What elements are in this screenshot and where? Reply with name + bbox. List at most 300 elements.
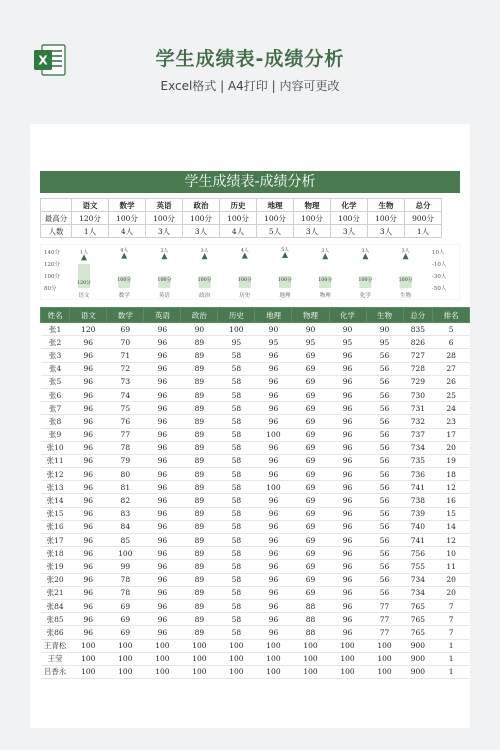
score-cell: 58	[218, 454, 255, 467]
score-cell: 96	[70, 375, 107, 388]
summary-cell: 最高分	[41, 212, 72, 225]
table-row	[41, 336, 470, 349]
score-cell: 58	[218, 626, 255, 639]
score-cell: 70	[107, 336, 144, 349]
score-cell: 96	[70, 626, 107, 639]
score-cell: 77	[366, 626, 403, 639]
count-label: 3人	[200, 249, 209, 255]
student-name-cell: 张85	[41, 613, 70, 626]
score-cell: 100	[366, 652, 403, 665]
column-header: 政治	[181, 308, 218, 323]
table-row	[41, 402, 470, 415]
student-name-cell: 张6	[41, 388, 70, 401]
left-tick-label: 100分	[44, 274, 60, 280]
score-cell: 96	[70, 415, 107, 428]
score-cell: 95	[292, 336, 329, 349]
bar-label: 100分	[157, 278, 172, 283]
page-subtitle: Excel格式 | A4打印 | 内容可更改	[160, 79, 340, 93]
score-cell: 96	[144, 468, 181, 481]
score-cell: 56	[366, 520, 403, 533]
table-row	[41, 639, 470, 652]
score-cell: 82	[107, 494, 144, 507]
count-label: 3人	[321, 249, 330, 255]
bar-label: 100分	[237, 278, 252, 283]
score-cell: 1	[433, 665, 470, 678]
score-cell: 741	[403, 481, 433, 494]
score-cell: 69	[292, 534, 329, 547]
score-cell: 96	[329, 402, 366, 415]
score-cell: 100	[218, 639, 255, 652]
score-cell: 756	[403, 547, 433, 560]
table-row	[41, 323, 470, 336]
score-cell: 96	[329, 415, 366, 428]
score-cell: 89	[181, 349, 218, 362]
bar-label: 100分	[398, 278, 413, 283]
score-cell: 90	[181, 323, 218, 336]
score-chart	[40, 244, 460, 300]
score-cell: 731	[403, 402, 433, 415]
score-cell: 84	[107, 520, 144, 533]
sheet-banner: 学生成绩表-成绩分析	[40, 171, 460, 193]
student-name-cell: 张9	[41, 428, 70, 441]
score-cell: 78	[107, 573, 144, 586]
score-cell: 100	[366, 639, 403, 652]
score-cell: 96	[144, 415, 181, 428]
score-cell: 96	[329, 388, 366, 401]
table-row	[41, 520, 470, 533]
score-cell: 56	[366, 362, 403, 375]
score-cell: 56	[366, 586, 403, 599]
score-cell: 96	[329, 454, 366, 467]
score-cell: 96	[144, 402, 181, 415]
score-cell: 96	[70, 573, 107, 586]
student-name-cell: 张21	[41, 586, 70, 599]
student-name-cell: 张20	[41, 573, 70, 586]
category-label: 政治	[199, 293, 211, 299]
table-row	[41, 586, 470, 599]
summary-cell: 100分	[183, 212, 220, 225]
table-row	[41, 626, 470, 639]
category-label: 物理	[319, 293, 331, 299]
score-cell: 19	[433, 454, 470, 467]
score-cell: 96	[144, 599, 181, 612]
table-row	[41, 560, 470, 573]
score-cell: 100	[366, 665, 403, 678]
score-cell: 96	[255, 468, 292, 481]
score-cell: 100	[144, 639, 181, 652]
score-cell: 96	[144, 494, 181, 507]
left-tick-label: 120分	[44, 262, 60, 268]
score-cell: 96	[144, 560, 181, 573]
score-cell: 89	[181, 613, 218, 626]
column-header: 化学	[329, 308, 366, 323]
score-cell: 69	[292, 560, 329, 573]
table-row	[41, 468, 470, 481]
score-cell: 69	[292, 402, 329, 415]
score-cell: 99	[107, 560, 144, 573]
score-cell: 900	[403, 665, 433, 678]
score-cell: 72	[107, 362, 144, 375]
summary-cell: 100分	[146, 212, 183, 225]
score-cell: 58	[218, 468, 255, 481]
table-row	[41, 454, 470, 467]
score-cell: 69	[292, 428, 329, 441]
score-cell: 16	[433, 494, 470, 507]
score-cell: 96	[144, 520, 181, 533]
column-header: 物理	[292, 308, 329, 323]
score-cell: 69	[292, 441, 329, 454]
score-cell: 96	[70, 468, 107, 481]
score-table	[40, 307, 470, 679]
score-cell: 96	[255, 388, 292, 401]
score-cell: 96	[329, 441, 366, 454]
summary-cell: 5人	[257, 225, 294, 238]
student-name-cell: 张16	[41, 520, 70, 533]
score-cell: 100	[181, 652, 218, 665]
score-cell: 96	[255, 362, 292, 375]
score-cell: 26	[433, 375, 470, 388]
score-cell: 95	[366, 336, 403, 349]
score-cell: 89	[181, 481, 218, 494]
score-cell: 100	[70, 639, 107, 652]
summary-cell: 3人	[368, 225, 405, 238]
score-cell: 56	[366, 481, 403, 494]
score-cell: 56	[366, 468, 403, 481]
score-cell: 69	[292, 586, 329, 599]
score-cell: 96	[255, 402, 292, 415]
student-name-cell: 张84	[41, 599, 70, 612]
score-cell: 96	[255, 375, 292, 388]
student-name-cell: 张8	[41, 415, 70, 428]
score-cell: 100	[255, 481, 292, 494]
score-cell: 96	[329, 534, 366, 547]
score-cell: 56	[366, 454, 403, 467]
summary-cell: 3人	[146, 225, 183, 238]
score-cell: 75	[107, 402, 144, 415]
count-label: 3人	[361, 249, 370, 255]
page-header	[0, 0, 500, 120]
score-cell: 96	[329, 547, 366, 560]
summary-cell: 1人	[405, 225, 442, 238]
score-cell: 100	[70, 665, 107, 678]
right-tick-label: -10人	[432, 262, 447, 268]
score-cell: 89	[181, 415, 218, 428]
score-cell: 17	[433, 428, 470, 441]
score-cell: 69	[292, 375, 329, 388]
summary-cell: 100分	[220, 212, 257, 225]
score-cell: 89	[181, 507, 218, 520]
bar-label: 100分	[278, 278, 292, 283]
score-cell: 736	[403, 468, 433, 481]
table-row	[41, 349, 470, 362]
score-cell: 727	[403, 349, 433, 362]
student-name-cell: 张14	[41, 494, 70, 507]
score-cell: 58	[218, 613, 255, 626]
score-cell: 1	[433, 639, 470, 652]
score-cell: 100	[329, 665, 366, 678]
score-cell: 90	[292, 323, 329, 336]
score-cell: 89	[181, 362, 218, 375]
summary-cell: 人数	[41, 225, 72, 238]
score-cell: 96	[329, 468, 366, 481]
score-cell: 96	[70, 362, 107, 375]
score-cell: 96	[144, 323, 181, 336]
score-cell: 826	[403, 336, 433, 349]
score-cell: 735	[403, 454, 433, 467]
score-cell: 58	[218, 388, 255, 401]
category-label: 历史	[239, 293, 251, 299]
score-cell: 741	[403, 534, 433, 547]
score-cell: 76	[107, 415, 144, 428]
score-cell: 100	[329, 652, 366, 665]
score-cell: 69	[292, 454, 329, 467]
right-tick-label: 10人	[432, 250, 445, 256]
score-cell: 100	[107, 652, 144, 665]
score-cell: 23	[433, 415, 470, 428]
summary-table	[40, 198, 442, 238]
score-cell: 69	[107, 323, 144, 336]
score-cell: 96	[255, 520, 292, 533]
score-cell: 89	[181, 454, 218, 467]
score-cell: 58	[218, 560, 255, 573]
summary-header-row	[41, 199, 442, 212]
score-cell: 69	[292, 388, 329, 401]
score-cell: 100	[329, 639, 366, 652]
score-cell: 58	[218, 534, 255, 547]
score-cell: 765	[403, 599, 433, 612]
score-cell: 69	[107, 613, 144, 626]
score-cell: 69	[292, 520, 329, 533]
student-name-cell: 张19	[41, 560, 70, 573]
score-cell: 7	[433, 626, 470, 639]
score-cell: 69	[107, 599, 144, 612]
score-cell: 100	[144, 652, 181, 665]
table-row	[41, 665, 470, 678]
score-cell: 96	[255, 586, 292, 599]
summary-header-cell: 生物	[368, 199, 405, 212]
score-cell: 96	[70, 402, 107, 415]
score-cell: 56	[366, 494, 403, 507]
summary-header-cell: 化学	[331, 199, 368, 212]
score-cell: 25	[433, 388, 470, 401]
score-cell: 90	[255, 323, 292, 336]
column-header: 姓名	[41, 308, 70, 323]
score-cell: 96	[255, 599, 292, 612]
summary-row	[41, 225, 442, 238]
student-name-cell: 张11	[41, 454, 70, 467]
student-name-cell: 王青松	[41, 639, 70, 652]
summary-header-cell: 英语	[146, 199, 183, 212]
score-cell: 90	[329, 323, 366, 336]
score-cell: 78	[107, 586, 144, 599]
score-cell: 96	[70, 494, 107, 507]
student-name-cell: 张3	[41, 349, 70, 362]
score-cell: 765	[403, 613, 433, 626]
column-header: 英语	[144, 308, 181, 323]
score-cell: 56	[366, 507, 403, 520]
score-cell: 765	[403, 626, 433, 639]
category-label: 化学	[359, 293, 371, 299]
score-cell: 96	[144, 586, 181, 599]
score-cell: 77	[366, 599, 403, 612]
score-cell: 89	[181, 586, 218, 599]
score-cell: 96	[329, 626, 366, 639]
score-cell: 96	[144, 454, 181, 467]
student-name-cell: 张10	[41, 441, 70, 454]
score-cell: 89	[181, 626, 218, 639]
score-cell: 15	[433, 507, 470, 520]
score-cell: 100	[218, 323, 255, 336]
score-cell: 100	[255, 652, 292, 665]
score-cell: 89	[181, 441, 218, 454]
score-cell: 89	[181, 375, 218, 388]
score-cell: 89	[181, 494, 218, 507]
student-name-cell: 张7	[41, 402, 70, 415]
score-cell: 56	[366, 349, 403, 362]
score-cell: 96	[329, 349, 366, 362]
summary-cell: 3人	[331, 225, 368, 238]
score-cell: 96	[70, 599, 107, 612]
score-cell: 89	[181, 547, 218, 560]
score-cell: 95	[218, 336, 255, 349]
score-cell: 85	[107, 534, 144, 547]
summary-cell: 4人	[109, 225, 146, 238]
score-cell: 100	[292, 665, 329, 678]
summary-cell: 3人	[294, 225, 331, 238]
table-row	[41, 573, 470, 586]
score-cell: 738	[403, 494, 433, 507]
score-cell: 58	[218, 507, 255, 520]
score-cell: 7	[433, 613, 470, 626]
score-cell: 20	[433, 441, 470, 454]
score-cell: 89	[181, 388, 218, 401]
score-cell: 11	[433, 560, 470, 573]
score-cell: 96	[70, 428, 107, 441]
summary-cell: 100分	[257, 212, 294, 225]
score-cell: 730	[403, 388, 433, 401]
score-cell: 96	[255, 441, 292, 454]
score-cell: 89	[181, 336, 218, 349]
score-cell: 69	[292, 468, 329, 481]
score-cell: 100	[255, 665, 292, 678]
score-cell: 96	[255, 626, 292, 639]
score-cell: 56	[366, 573, 403, 586]
summary-row	[41, 212, 442, 225]
score-cell: 58	[218, 415, 255, 428]
score-cell: 100	[70, 652, 107, 665]
category-label: 语文	[78, 293, 90, 299]
score-cell: 100	[218, 665, 255, 678]
score-cell: 20	[433, 586, 470, 599]
score-cell: 56	[366, 560, 403, 573]
score-cell: 96	[70, 336, 107, 349]
category-label: 生物	[400, 293, 412, 299]
score-cell: 96	[329, 586, 366, 599]
score-cell: 96	[70, 586, 107, 599]
table-row	[41, 613, 470, 626]
table-row	[41, 652, 470, 665]
score-cell: 69	[107, 626, 144, 639]
score-cell: 96	[144, 336, 181, 349]
bar-label: 100分	[117, 278, 132, 283]
score-cell: 96	[144, 481, 181, 494]
score-cell: 58	[218, 494, 255, 507]
student-name-cell: 吕香永	[41, 665, 70, 678]
score-cell: 20	[433, 573, 470, 586]
score-cell: 100	[292, 652, 329, 665]
score-cell: 739	[403, 507, 433, 520]
score-cell: 69	[292, 362, 329, 375]
score-cell: 96	[329, 520, 366, 533]
bar-label: 100分	[197, 278, 212, 283]
score-cell: 58	[218, 586, 255, 599]
score-cell: 95	[255, 336, 292, 349]
score-cell: 81	[107, 481, 144, 494]
score-cell: 96	[329, 481, 366, 494]
score-cell: 89	[181, 534, 218, 547]
score-cell: 96	[144, 441, 181, 454]
score-cell: 69	[292, 494, 329, 507]
count-label: 3人	[401, 249, 410, 255]
score-cell: 96	[70, 454, 107, 467]
score-cell: 89	[181, 402, 218, 415]
score-cell: 58	[218, 547, 255, 560]
score-cell: 56	[366, 547, 403, 560]
table-row	[41, 547, 470, 560]
excel-logo-letter: X	[38, 53, 48, 68]
count-label: 1人	[80, 250, 88, 256]
score-cell: 1	[433, 652, 470, 665]
student-name-cell: 张5	[41, 375, 70, 388]
score-cell: 96	[70, 388, 107, 401]
count-label: 4人	[240, 248, 249, 254]
score-cell: 100	[218, 652, 255, 665]
score-cell: 96	[329, 428, 366, 441]
summary-header-cell: 语文	[72, 199, 109, 212]
student-name-cell: 张13	[41, 481, 70, 494]
student-name-cell: 王莹	[41, 652, 70, 665]
score-cell: 729	[403, 375, 433, 388]
summary-cell: 100分	[109, 212, 146, 225]
table-row	[41, 388, 470, 401]
score-cell: 58	[218, 362, 255, 375]
bar-label: 100分	[318, 278, 333, 283]
score-cell: 10	[433, 547, 470, 560]
score-header-row	[41, 308, 470, 323]
score-cell: 96	[144, 375, 181, 388]
student-name-cell: 张17	[41, 534, 70, 547]
score-cell: 734	[403, 441, 433, 454]
table-row	[41, 494, 470, 507]
score-cell: 58	[218, 428, 255, 441]
score-cell: 728	[403, 362, 433, 375]
score-cell: 96	[70, 560, 107, 573]
score-cell: 24	[433, 402, 470, 415]
score-cell: 96	[329, 560, 366, 573]
column-header: 语文	[70, 308, 107, 323]
score-cell: 96	[329, 362, 366, 375]
score-cell: 69	[292, 481, 329, 494]
score-cell: 96	[144, 626, 181, 639]
summary-cell: 900分	[405, 212, 442, 225]
score-cell: 88	[292, 626, 329, 639]
score-cell: 96	[144, 349, 181, 362]
score-cell: 71	[107, 349, 144, 362]
column-header: 历史	[218, 308, 255, 323]
summary-header-cell: 物理	[294, 199, 331, 212]
student-name-cell: 张15	[41, 507, 70, 520]
score-cell: 12	[433, 481, 470, 494]
